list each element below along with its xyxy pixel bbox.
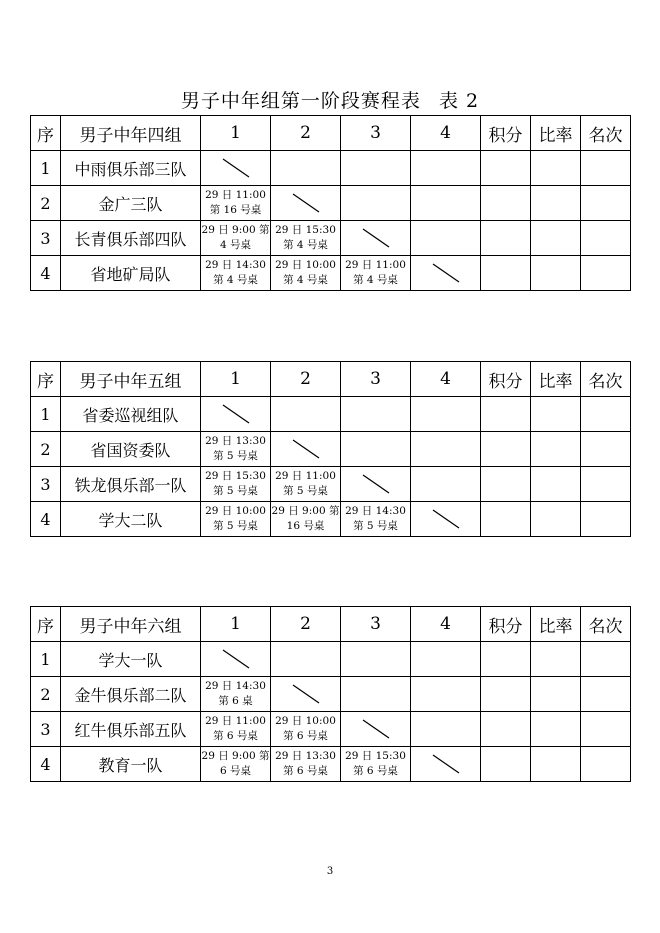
diagonal-slash-icon (221, 403, 251, 425)
self-match-cell (341, 467, 411, 502)
table-row (31, 467, 631, 502)
ratio-cell (531, 151, 581, 186)
ratio-cell (531, 642, 581, 677)
match-time-cell (201, 502, 271, 537)
match-time: 29 日 10:00 (275, 259, 336, 271)
match-table: 第 16 号桌 (209, 204, 262, 216)
points-cell (481, 186, 531, 221)
seq-cell: 3 (31, 467, 61, 502)
match-time-cell (201, 747, 271, 782)
match-table: 4 号桌 (219, 239, 252, 251)
ratio-cell (531, 677, 581, 712)
match-time-cell (271, 256, 341, 291)
diagonal-slash-icon (291, 438, 321, 460)
table-row (31, 221, 631, 256)
empty-cell (411, 642, 481, 677)
self-match-cell (411, 502, 481, 537)
match-time: 29 日 10:00 (205, 505, 266, 517)
empty-cell (341, 397, 411, 432)
rank-cell (581, 502, 631, 537)
points-cell (481, 747, 531, 782)
page-title (0, 86, 660, 113)
table-row (31, 677, 631, 712)
empty-cell (411, 186, 481, 221)
points-cell (481, 467, 531, 502)
self-match-cell (271, 432, 341, 467)
match-time-cell (201, 186, 271, 221)
self-match-cell (271, 186, 341, 221)
diagonal-slash-icon (291, 192, 321, 214)
match-time-cell (271, 221, 341, 256)
seq-cell: 3 (31, 712, 61, 747)
match-table: 第 5 号桌 (213, 520, 258, 532)
rank-cell (581, 186, 631, 221)
match-time-cell (201, 467, 271, 502)
team-name-cell: 省国资委队 (61, 432, 201, 467)
match-time: 29 日 11:00 (345, 259, 406, 271)
table-row (31, 432, 631, 467)
col-1-header: 1 (201, 607, 271, 642)
seq-cell: 2 (31, 432, 61, 467)
ratio-cell (531, 747, 581, 782)
table-row (31, 712, 631, 747)
col-4-header: 4 (411, 116, 481, 151)
points-cell (481, 677, 531, 712)
match-table: 第 5 号桌 (283, 485, 328, 497)
seq-cell: 2 (31, 677, 61, 712)
empty-cell (411, 151, 481, 186)
team-name-cell: 学大二队 (61, 502, 201, 537)
empty-cell (411, 467, 481, 502)
ratio-cell (531, 186, 581, 221)
rank-header: 名次 (581, 607, 631, 642)
title-text: 男子中年组第一阶段赛程表 (180, 90, 421, 112)
seq-cell: 4 (31, 747, 61, 782)
self-match-cell (201, 151, 271, 186)
match-time: 29 日 15:30 (275, 224, 336, 236)
header-row (31, 607, 631, 642)
self-match-cell (341, 712, 411, 747)
table-row (31, 186, 631, 221)
match-time: 29 日 11:00 (275, 470, 336, 482)
seq-header: 序 (31, 362, 61, 397)
match-time: 29 日 13:30 (275, 750, 336, 762)
points-cell (481, 221, 531, 256)
points-cell (481, 502, 531, 537)
team-name-cell: 铁龙俱乐部一队 (61, 467, 201, 502)
diagonal-slash-icon (431, 262, 461, 284)
empty-cell (341, 432, 411, 467)
match-table: 第 4 号桌 (213, 274, 258, 286)
points-header: 积分 (481, 607, 531, 642)
col-4-header: 4 (411, 607, 481, 642)
empty-cell (271, 151, 341, 186)
team-name-cell: 红牛俱乐部五队 (61, 712, 201, 747)
rank-cell (581, 397, 631, 432)
ratio-cell (531, 502, 581, 537)
group-table-6 (30, 606, 631, 782)
table-row (31, 397, 631, 432)
match-time: 29 日 9:00 第 (271, 505, 340, 517)
diagonal-slash-icon (291, 683, 321, 705)
self-match-cell (341, 221, 411, 256)
seq-cell: 3 (31, 221, 61, 256)
col-2-header: 2 (271, 607, 341, 642)
match-table: 第 5 号桌 (353, 520, 398, 532)
match-time: 29 日 15:30 (345, 750, 406, 762)
col-2-header: 2 (271, 116, 341, 151)
ratio-header: 比率 (531, 116, 581, 151)
group-name-header: 男子中年六组 (61, 607, 201, 642)
team-name-cell: 学大一队 (61, 642, 201, 677)
ratio-header: 比率 (531, 607, 581, 642)
empty-cell (411, 432, 481, 467)
points-cell (481, 432, 531, 467)
match-time: 29 日 9:00 第 (201, 750, 270, 762)
seq-header: 序 (31, 607, 61, 642)
rank-cell (581, 642, 631, 677)
table-row (31, 642, 631, 677)
match-table: 第 4 号桌 (353, 274, 398, 286)
rank-cell (581, 712, 631, 747)
rank-header: 名次 (581, 116, 631, 151)
table-number: 表 2 (438, 90, 480, 112)
points-header: 积分 (481, 116, 531, 151)
match-time: 29 日 11:00 (205, 715, 266, 727)
empty-cell (411, 221, 481, 256)
rank-header: 名次 (581, 362, 631, 397)
rank-cell (581, 467, 631, 502)
team-name-cell: 长青俱乐部四队 (61, 221, 201, 256)
match-table: 第 6 桌 (218, 695, 253, 707)
diagonal-slash-icon (221, 157, 251, 179)
self-match-cell (201, 642, 271, 677)
points-cell (481, 642, 531, 677)
match-table: 第 6 号桌 (353, 765, 398, 777)
seq-header: 序 (31, 116, 61, 151)
rank-cell (581, 747, 631, 782)
ratio-cell (531, 221, 581, 256)
team-name-cell: 省委巡视组队 (61, 397, 201, 432)
team-name-cell: 省地矿局队 (61, 256, 201, 291)
self-match-cell (411, 256, 481, 291)
empty-cell (271, 642, 341, 677)
col-4-header: 4 (411, 362, 481, 397)
match-time: 29 日 9:00 第 (201, 224, 270, 236)
diagonal-slash-icon (361, 227, 391, 249)
col-2-header: 2 (271, 362, 341, 397)
empty-cell (271, 397, 341, 432)
seq-cell: 1 (31, 642, 61, 677)
points-cell (481, 256, 531, 291)
match-table: 6 号桌 (219, 765, 252, 777)
ratio-cell (531, 397, 581, 432)
match-table: 第 5 号桌 (213, 450, 258, 462)
diagonal-slash-icon (221, 648, 251, 670)
seq-cell: 1 (31, 151, 61, 186)
ratio-cell (531, 712, 581, 747)
table-row (31, 747, 631, 782)
rank-cell (581, 221, 631, 256)
diagonal-slash-icon (431, 753, 461, 775)
table-row (31, 502, 631, 537)
ratio-header: 比率 (531, 362, 581, 397)
match-table: 第 6 号桌 (283, 730, 328, 742)
match-time-cell (201, 221, 271, 256)
points-cell (481, 397, 531, 432)
match-time-cell (271, 467, 341, 502)
match-time-cell (201, 712, 271, 747)
self-match-cell (201, 397, 271, 432)
match-time-cell (271, 747, 341, 782)
header-row (31, 362, 631, 397)
match-time: 29 日 15:30 (205, 470, 266, 482)
table-row (31, 256, 631, 291)
self-match-cell (271, 677, 341, 712)
page-number: 3 (326, 866, 334, 877)
rank-cell (581, 432, 631, 467)
team-name-cell: 金牛俱乐部二队 (61, 677, 201, 712)
team-name-cell: 金广三队 (61, 186, 201, 221)
match-time-cell (341, 747, 411, 782)
self-match-cell (411, 747, 481, 782)
match-time: 29 日 13:30 (205, 435, 266, 447)
empty-cell (411, 677, 481, 712)
match-time: 29 日 11:00 (205, 189, 266, 201)
table-row (31, 151, 631, 186)
col-1-header: 1 (201, 362, 271, 397)
rank-cell (581, 256, 631, 291)
empty-cell (341, 677, 411, 712)
match-table: 第 6 号桌 (283, 765, 328, 777)
group-name-header: 男子中年五组 (61, 362, 201, 397)
rank-cell (581, 677, 631, 712)
group-table-4 (30, 115, 631, 291)
match-table: 16 号桌 (286, 520, 325, 532)
seq-cell: 1 (31, 397, 61, 432)
col-3-header: 3 (341, 607, 411, 642)
match-time: 29 日 14:30 (205, 259, 266, 271)
match-time: 29 日 10:00 (275, 715, 336, 727)
group-table-5 (30, 361, 631, 537)
empty-cell (341, 151, 411, 186)
rank-cell (581, 151, 631, 186)
points-cell (481, 712, 531, 747)
diagonal-slash-icon (361, 473, 391, 495)
points-cell (481, 151, 531, 186)
match-table: 第 4 号桌 (283, 274, 328, 286)
header-row (31, 116, 631, 151)
empty-cell (341, 186, 411, 221)
col-3-header: 3 (341, 362, 411, 397)
match-time: 29 日 14:30 (205, 680, 266, 692)
empty-cell (341, 642, 411, 677)
match-time-cell (201, 432, 271, 467)
match-time-cell (271, 712, 341, 747)
col-1-header: 1 (201, 116, 271, 151)
match-table: 第 6 号桌 (213, 730, 258, 742)
match-time-cell (201, 256, 271, 291)
diagonal-slash-icon (361, 718, 391, 740)
team-name-cell: 中雨俱乐部三队 (61, 151, 201, 186)
match-table: 第 5 号桌 (213, 485, 258, 497)
ratio-cell (531, 432, 581, 467)
seq-cell: 4 (31, 502, 61, 537)
match-time-cell (341, 256, 411, 291)
match-time-cell (201, 677, 271, 712)
seq-cell: 2 (31, 186, 61, 221)
ratio-cell (531, 256, 581, 291)
col-3-header: 3 (341, 116, 411, 151)
ratio-cell (531, 467, 581, 502)
match-time-cell (271, 502, 341, 537)
match-table: 第 4 号桌 (283, 239, 328, 251)
match-time: 29 日 14:30 (345, 505, 406, 517)
match-time-cell (341, 502, 411, 537)
diagonal-slash-icon (431, 508, 461, 530)
seq-cell: 4 (31, 256, 61, 291)
empty-cell (411, 397, 481, 432)
empty-cell (411, 712, 481, 747)
team-name-cell: 教育一队 (61, 747, 201, 782)
group-name-header: 男子中年四组 (61, 116, 201, 151)
points-header: 积分 (481, 362, 531, 397)
